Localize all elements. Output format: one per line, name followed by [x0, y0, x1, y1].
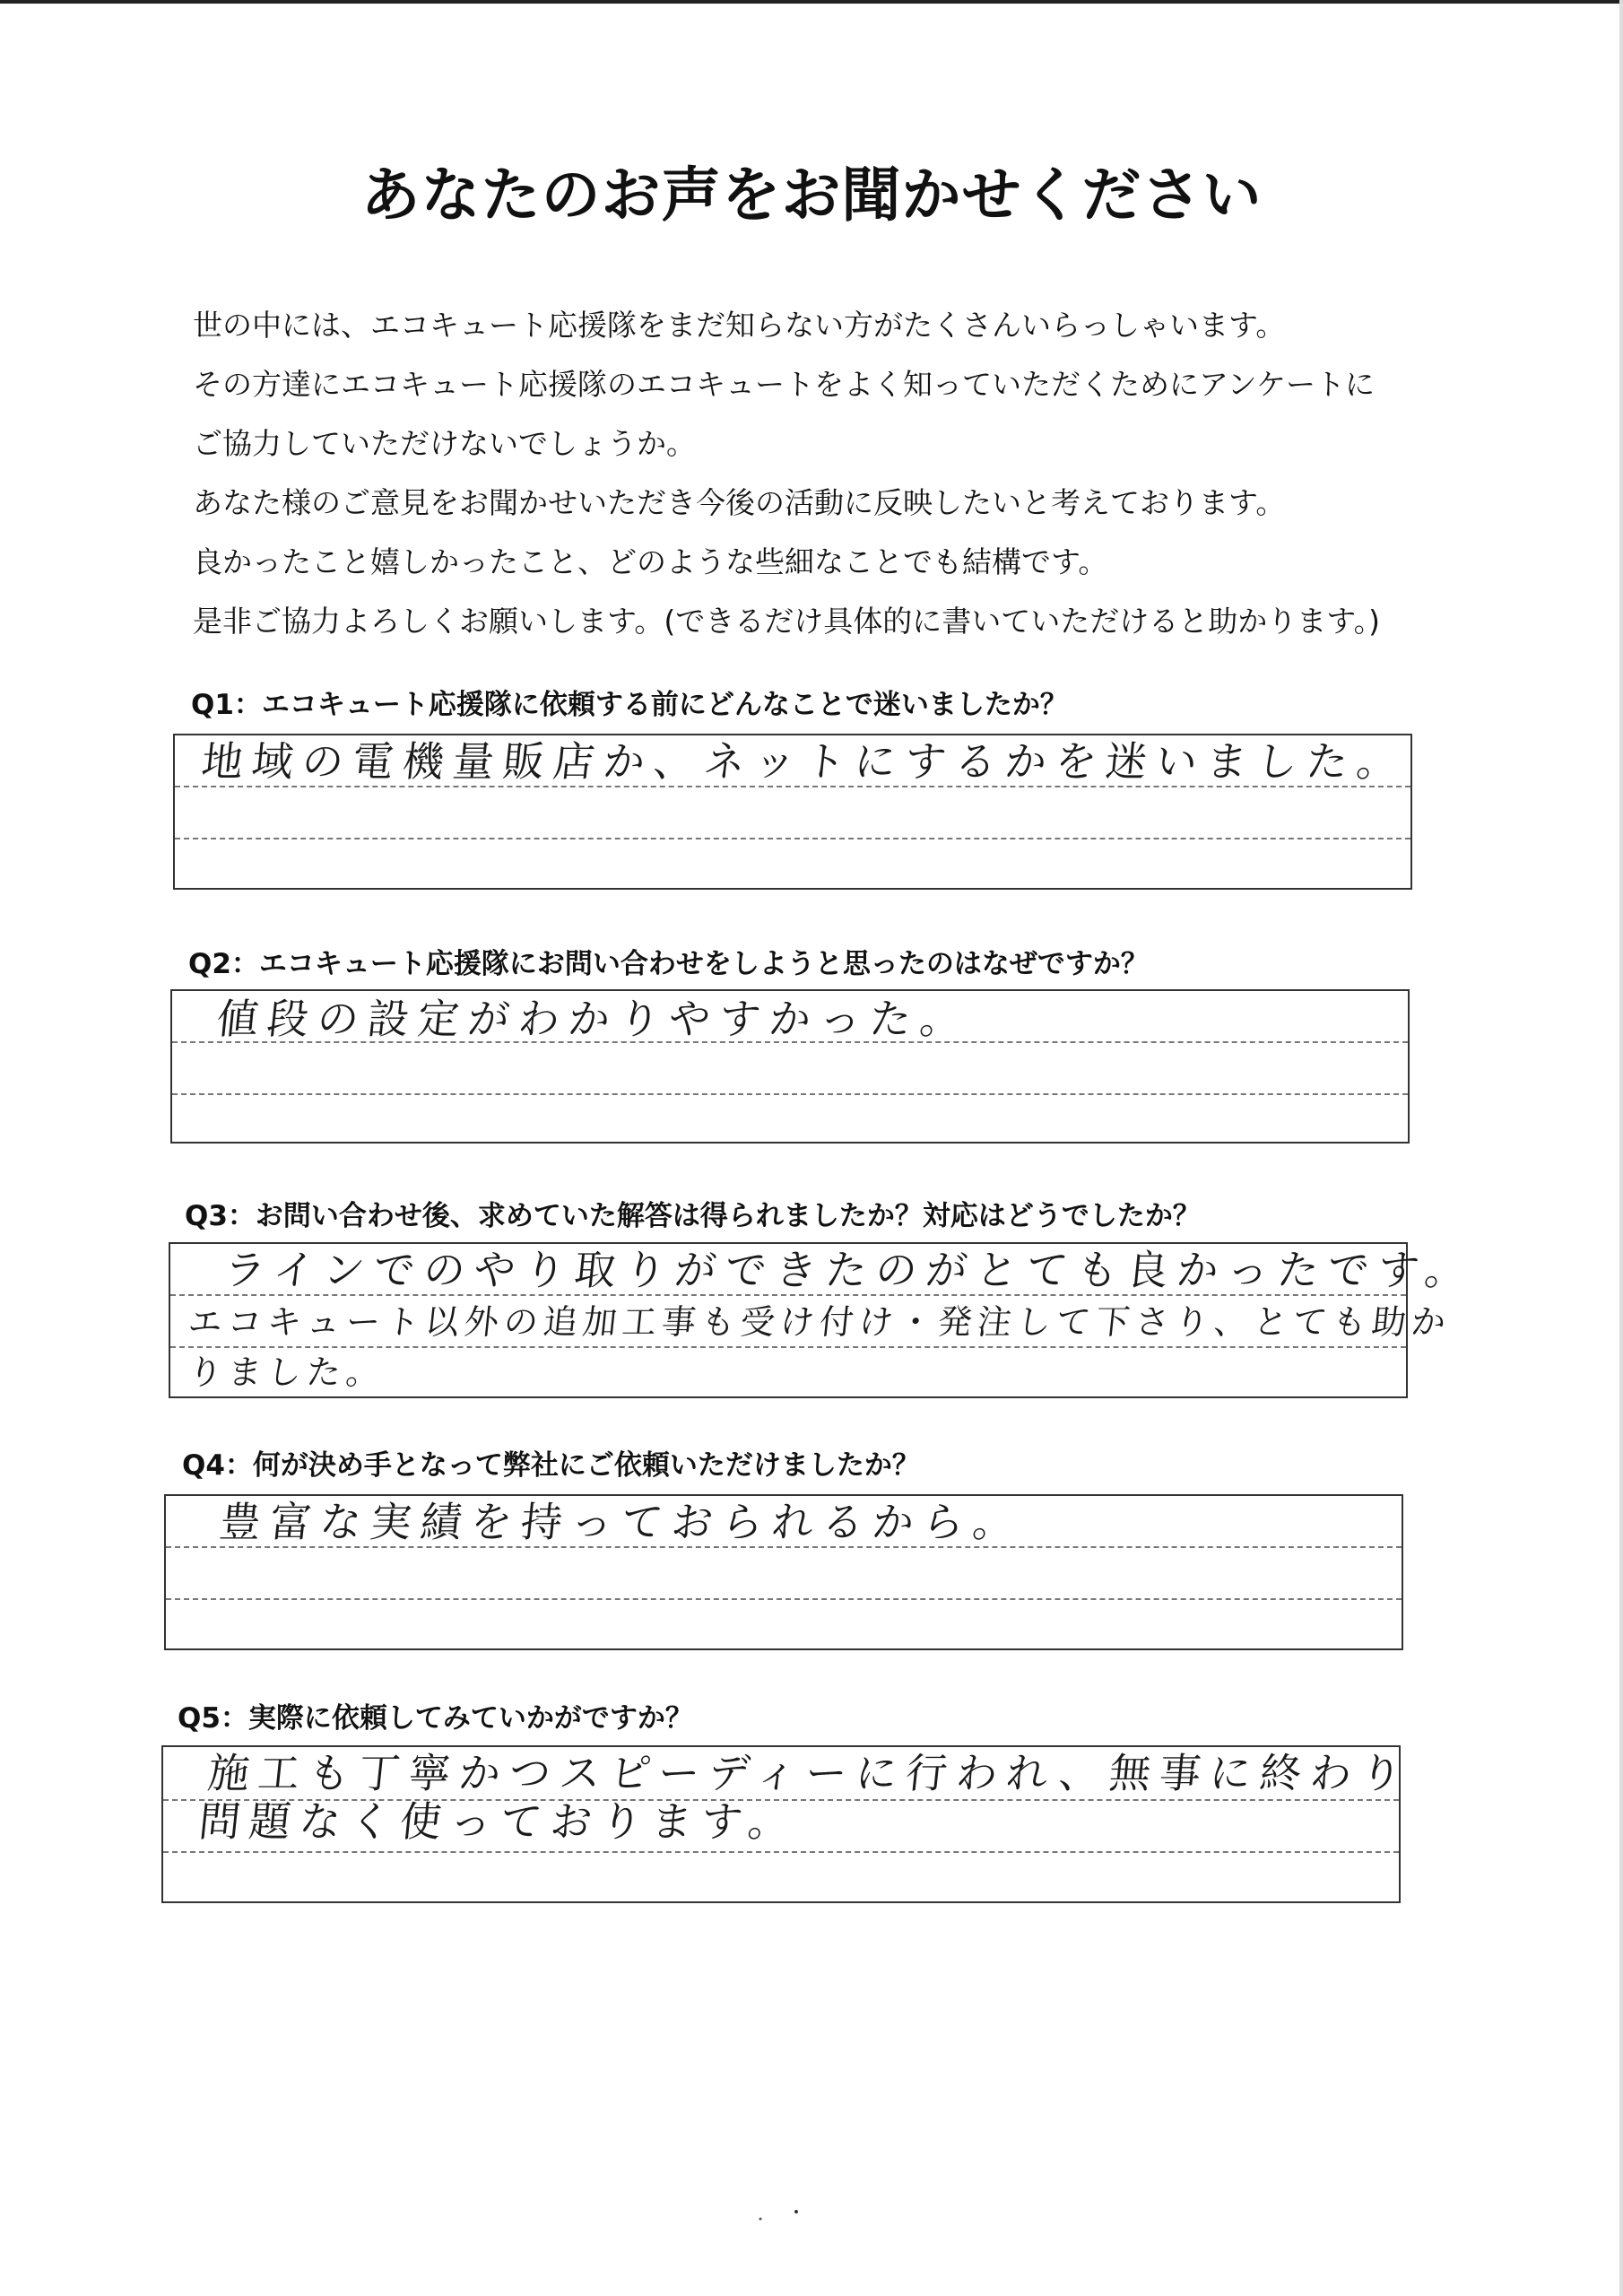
question-5-answer-box	[161, 1745, 1414, 1903]
ruled-line	[170, 1294, 1406, 1296]
intro-line: 良かったこと嬉しかったこと、どのような些細なことでも結構です。	[193, 544, 1108, 579]
ruled-line	[172, 1093, 1408, 1095]
intro-line: ご協力していただけないでしょうか。	[193, 426, 696, 461]
question-3-answer-line: ラインでのやり取りができたのがとても良かったです。	[221, 1246, 1478, 1294]
intro-line: その方達にエコキュート応援隊のエコキュートをよく知っていただくためにアンケートに	[193, 367, 1376, 402]
ruled-line	[166, 1598, 1402, 1600]
question-2-heading: Q2：エコキュート応援隊にお問い合わせをしようと思ったのはなぜですか？	[188, 948, 1149, 980]
question-3-answer-line: エコキュート以外の追加工事も受け付け・発注して下さり、とても助か	[186, 1302, 1454, 1342]
question-1-answer-line: 地域の電機量販店か、ネットにするかを迷いました。	[199, 737, 1410, 786]
question-4-answer-line: 豊富な実績を持っておられるから。	[217, 1498, 1026, 1546]
intro-line: 是非ご協力よろしくお願いします。(できるだけ具体的に書いていただけると助かります。)	[193, 604, 1380, 639]
question-4-answer-box	[164, 1494, 1403, 1650]
question-2-answer-box	[170, 989, 1410, 1144]
ruled-line	[175, 838, 1410, 839]
intro-line: あなた様のご意見をお聞かせいただき今後の活動に反映したいと考えております。	[193, 485, 1286, 520]
intro-line: 世の中には、エコキュート応援隊をまだ知らない方がたくさんいらっしゃいます。	[193, 308, 1286, 343]
intro-text	[193, 296, 1448, 651]
scan-edge-top	[0, 0, 1623, 4]
question-3-heading: Q3：お問い合わせ後、求めていた解答は得られましたか？対応はどうでしたか？	[185, 1200, 1201, 1232]
question-3-answer-line: りました。	[186, 1352, 388, 1392]
scan-specks	[753, 2206, 807, 2224]
scan-edge-right	[1619, 0, 1623, 2296]
question-5-answer-line: 施工も丁寧かつスピーディーに行われ、無事に終わり	[205, 1749, 1414, 1797]
ruled-line	[166, 1546, 1402, 1548]
question-2-answer-line: 値段の設定がわかりやすかった。	[214, 995, 973, 1043]
ruled-line	[163, 1851, 1399, 1853]
question-1-heading: Q1：エコキュート応援隊に依頼する前にどんなことで迷いましたか？	[191, 689, 1068, 721]
question-3-answer-box	[169, 1242, 1478, 1398]
ruled-line	[175, 786, 1410, 787]
question-5-answer-line: 問題なく使っております。	[196, 1797, 802, 1846]
question-5-heading: Q5：実際に依頼してみていかがですか？	[178, 1702, 693, 1735]
page-title: あなたのお声をお聞かせください	[360, 161, 1263, 230]
question-1-answer-box	[173, 734, 1412, 890]
question-4-heading: Q4：何が決め手となって弊社にご依頼いただけましたか？	[182, 1449, 920, 1482]
